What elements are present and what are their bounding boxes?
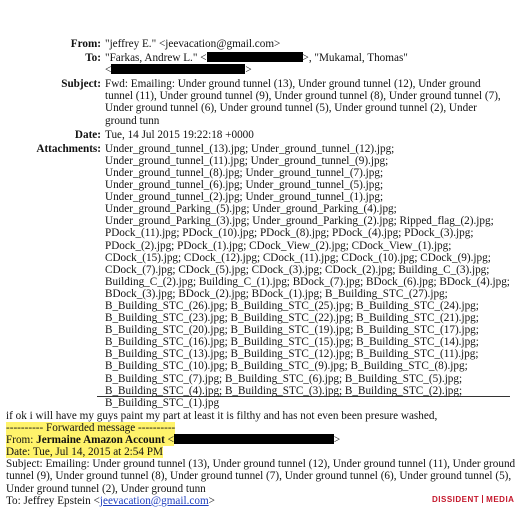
recipient-email-link[interactable]: jeevacation@gmail.com bbox=[99, 494, 209, 507]
watermark-separator bbox=[482, 495, 483, 503]
to-value-part-d: > bbox=[245, 64, 252, 77]
redaction-bar bbox=[207, 52, 303, 62]
from-value: "jeffrey E." <jeevacation@gmail.com> bbox=[105, 38, 281, 50]
attachment-line: B_Building_STC_(16).jpg; B_Building_STC_(15).jpg; B_Building_STC_(14).jpg; bbox=[105, 336, 479, 349]
message-body bbox=[6, 410, 516, 507]
intro-text: if ok i will have my guys paint my part at least it is filthy and has not even been presure washed, bbox=[6, 410, 438, 422]
attachment-line: CDock_(7).jpg; CDock_(5).jpg; CDock_(3).jpg; CDock_(2).jpg; Building_C_(3).jpg; bbox=[105, 263, 490, 276]
date-row bbox=[0, 129, 520, 141]
attachment-line: Under_ground_Parking_(3).jpg; Under_ground_Parking_(2).jpg; Ripped_flag_(2).jpg; bbox=[105, 215, 494, 228]
forwarded-line bbox=[6, 422, 516, 434]
attachment-line: PDock_(2).jpg; PDock_(1).jpg; CDock_View_(2).jpg; CDock_View_(1).jpg; bbox=[105, 239, 452, 252]
date-label: Date: bbox=[74, 128, 101, 141]
attachment-line: B_Building_STC_(4).jpg; B_Building_STC_(3).jpg; B_Building_STC_(2).jpg; bbox=[105, 384, 463, 397]
attachment-line: B_Building_STC_(7).jpg; B_Building_STC_(6).jpg; B_Building_STC_(5).jpg; bbox=[105, 372, 463, 385]
attachment-line: BDock_(3).jpg; BDock_(2).jpg; BDock_(1).jpg; B_Building_STC_(27).jpg; bbox=[105, 287, 448, 300]
forwarded-to-prefix: To: Jeffrey Epstein < bbox=[6, 494, 100, 507]
forwarded-marker: ---------- Forwarded message ---------- bbox=[6, 422, 176, 435]
to-row bbox=[0, 52, 520, 76]
attachment-line: Under_ground_Parking_(5).jpg; Under_ground_Parking_(4).jpg; bbox=[105, 203, 397, 216]
attachment-line: CDock_(15).jpg; CDock_(12).jpg; CDock_(11).jpg; CDock_(10).jpg; CDock_(9).jpg; bbox=[105, 251, 491, 264]
attachment-line: B_Building_STC_(10).jpg; B_Building_STC_(9).jpg; B_Building_STC_(8).jpg; bbox=[105, 360, 468, 373]
attachment-line: Under_ground_tunnel_(13).jpg; Under_ground_tunnel_(12).jpg; bbox=[105, 142, 395, 155]
divider-line bbox=[97, 396, 510, 397]
email-header bbox=[0, 38, 520, 411]
forwarded-from-label: From: bbox=[6, 434, 37, 447]
attachment-line: Under_ground_tunnel_(2).jpg; Under_ground_tunnel_(1).jpg; bbox=[105, 191, 384, 204]
to-label: To: bbox=[85, 52, 101, 65]
subject-value: Fwd: Emailing: Under ground tunnel (13), Under ground tunnel (12), Under ground tunnel (11), Under ground tunnel (9), Under ground tunnel (8), Under ground tunnel (7), Under ground tunnel (6), Under ground tunnel (5), Under ground tunnel (2), Under ground tunn bbox=[105, 78, 501, 127]
watermark-left: DISSIDENT bbox=[432, 495, 480, 504]
to-value-part-b: >, "Mukamal, Thomas" bbox=[302, 52, 408, 65]
forwarded-to-suffix: > bbox=[208, 494, 215, 507]
attachments-row bbox=[0, 143, 520, 409]
sender-name: Jermaine Amazon Account bbox=[36, 434, 165, 447]
from-label: From: bbox=[70, 38, 101, 50]
to-value-part-c: < bbox=[105, 64, 112, 77]
attachment-line: PDock_(11).jpg; PDock_(10).jpg; PDock_(8).jpg; PDock_(4).jpg; PDock_(3).jpg; bbox=[105, 227, 474, 240]
attachments-list bbox=[105, 142, 510, 409]
attachment-line: Building_C_(2).jpg; Building_C_(1).jpg; BDock_(7).jpg; BDock_(6).jpg; BDock_(4).jpg; bbox=[105, 275, 510, 288]
subject-label: Subject: bbox=[61, 78, 101, 91]
attachment-line: B_Building_STC_(1).jpg bbox=[105, 396, 220, 409]
attachment-line: Under_ground_tunnel_(6).jpg; Under_ground_tunnel_(5).jpg; bbox=[105, 179, 384, 192]
forwarded-date: Date: Tue, Jul 14, 2015 at 2:54 PM bbox=[6, 446, 163, 459]
watermark-logo bbox=[432, 494, 514, 506]
date-value: Tue, 14 Jul 2015 19:22:18 +0000 bbox=[105, 128, 254, 141]
attachments-label: Attachments: bbox=[36, 142, 101, 155]
subject-row bbox=[0, 78, 520, 126]
sender-lt: < bbox=[164, 434, 174, 447]
forwarded-subject-line: Subject: Emailing: Under ground tunnel (13), Under ground tunnel (12), Under ground tunnel (11), Under ground tunnel (9), Under ground tunnel (8), Under ground tunnel (7), Under ground tunnel (6), Under ground tunnel (5), Under ground tunnel (2), Under ground tunn bbox=[6, 458, 516, 495]
redaction-bar bbox=[174, 434, 334, 444]
forwarded-from-line bbox=[6, 434, 516, 446]
from-row bbox=[0, 38, 520, 50]
sender-gt: > bbox=[333, 434, 341, 447]
attachment-line: B_Building_STC_(13).jpg; B_Building_STC_(12).jpg; B_Building_STC_(11).jpg; bbox=[105, 348, 479, 361]
attachment-line: B_Building_STC_(20).jpg; B_Building_STC_(19).jpg; B_Building_STC_(17).jpg; bbox=[105, 324, 479, 337]
forwarded-date-line bbox=[6, 446, 516, 458]
attachment-line: B_Building_STC_(23).jpg; B_Building_STC_(22).jpg; B_Building_STC_(21).jpg; bbox=[105, 312, 479, 325]
to-value bbox=[105, 52, 505, 76]
attachment-line: Under_ground_tunnel_(11).jpg; Under_ground_tunnel_(9).jpg; bbox=[105, 154, 389, 167]
attachment-line: Under_ground_tunnel_(8).jpg; Under_ground_tunnel_(7).jpg; bbox=[105, 166, 384, 179]
attachment-line: B_Building_STC_(26).jpg; B_Building_STC_(25).jpg; B_Building_STC_(24).jpg; bbox=[105, 299, 479, 312]
to-value-part-a: "Farkas, Andrew L." < bbox=[105, 52, 207, 65]
watermark-right: MEDIA bbox=[486, 495, 515, 504]
redaction-bar bbox=[111, 64, 245, 74]
